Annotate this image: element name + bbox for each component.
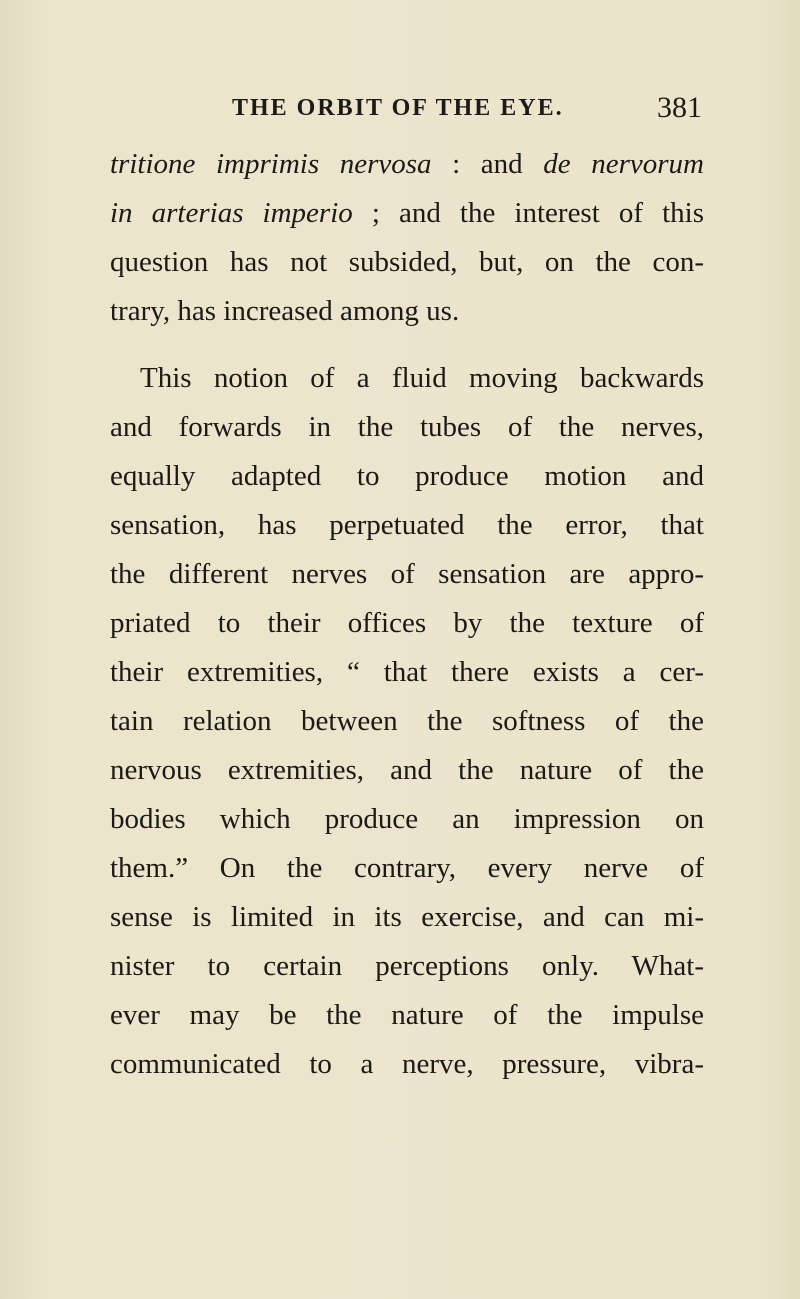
text-line: question has not subsided, but, on the con- [110, 246, 704, 278]
text-line: bodies which produce an impression on [110, 803, 704, 835]
text-line: sensation, has perpetuated the error, that [110, 509, 704, 541]
text-line: equally adapted to produce motion and [110, 460, 704, 492]
text-line: the different nerves of sensation are appro- [110, 558, 704, 590]
running-header [232, 88, 702, 128]
text-line: This notion of a fluid moving backwards [140, 362, 704, 394]
text-line: tain relation between the softness of the [110, 705, 704, 737]
text-line: them.” On the contrary, every nerve of [110, 852, 704, 884]
running-title: THE ORBIT OF THE EYE. [232, 95, 564, 121]
text-line: trary, has increased among us. [110, 295, 460, 327]
text-line: sense is limited in its exercise, and can mi- [110, 901, 704, 933]
text-line: ever may be the nature of the impulse [110, 999, 704, 1031]
text-line: nervous extremities, and the nature of the [110, 754, 704, 786]
text-line: their extremities, “ that there exists a cer- [110, 656, 704, 688]
text-line: tritione imprimis nervosa : and de nervorum [110, 148, 704, 180]
text-line: in arterias imperio ; and the interest of this [110, 197, 704, 229]
text-line: and forwards in the tubes of the nerves, [110, 411, 704, 443]
text-line: priated to their offices by the texture of [110, 607, 704, 639]
page-number: 381 [657, 91, 702, 124]
paragraph-2 [110, 354, 704, 1089]
text-line: nister to certain perceptions only. What- [110, 950, 704, 982]
paragraph-1 [110, 140, 704, 336]
text-line: communicated to a nerve, pressure, vibra- [110, 1048, 704, 1080]
